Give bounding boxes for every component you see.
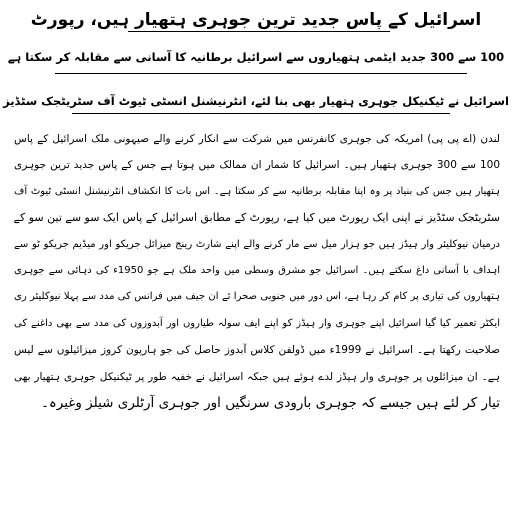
headline-secondary: 100 سے 300 جدید ایٹمی ہتھیاروں سے اسرائیل برطانیہ کا آسانی سے مقابلہ کر سکتا ہے	[7, 50, 505, 64]
article-line: ہتھیاروں کی تیاری پر کام کر رہا ہے، اس دور میں جنوبی صحرا ئے ان جیف میں فرانس کی مدد سے پہلا نیوکلیئر ری	[14, 291, 500, 303]
article-body	[14, 126, 500, 506]
article-line: درمیان نیوکلیئر وار ہیڈز ہیں جو ہزار میل سے مار کرنے والے اپنے شارٹ رینج میزائل جریکو اور میڈیم جریکو ٹو سے	[14, 238, 500, 250]
article-line: 100 سے 300 جوہری ہتھیار ہیں۔ اسرائیل کا شمار ان ممالک میں ہوتا ہے جس کے پاس جدید ترین جوہری	[14, 159, 500, 172]
article-line: ہتھیار ہیں جس کی بنیاد پر وہ اپنا مقابلہ برطانیہ سے کر سکتا ہے۔ اس بات کا انکشاف انٹرنیشنل انسٹی ٹیوٹ آف	[14, 185, 500, 197]
headline-underline-1	[128, 31, 390, 32]
headline-main: اسرائیل کے پاس جدید ترین جوہری ہتھیار ہیں، رپورٹ	[30, 10, 482, 30]
article-line: ایکٹر تعمیر کیا گیا اسرائیل اپنے جوہری وار ہیڈز کو اپنے ایف سولہ طیاروں اور آبدوزوں کی مدد سے بھی داغنے کی	[14, 317, 500, 329]
article-line: اہداف با آسانی داغ سکتے ہیں۔ اسرائیل جو مشرق وسطی میں واحد ملک ہے جو 1950ء کی دہائی سے جوہری	[14, 264, 500, 276]
article-line: ہے۔ ان میزائلوں پر جوہری وار ہیڈز لدے ہوئے ہیں جبکہ اسرائیل نے خفیہ طور پر ٹیکنیکل جوہری ہتھیار بھی	[14, 370, 500, 383]
headline-tertiary: اسرائیل نے ٹیکنیکل جوہری ہتھیار بھی بنا لئے، انٹرنیشنل انسٹی ٹیوٹ آف سٹریٹجک سٹڈیز	[3, 94, 509, 108]
article-line: لندن (اے پی پی) امریکہ کی جوہری کانفرنس میں شرکت سے انکار کرنے والے صیہونی ملک اسرائیل کے پاس	[14, 133, 500, 145]
article-line: سٹریٹجک سٹڈیز نے اپنی ایک رپورٹ میں کیا ہے، رپورٹ کے مطابق اسرائیل کے پاس ایک سو سے تین سو کے	[14, 211, 500, 225]
article-line-last: تیار کر لئے ہیں جیسے کہ جوہری بارودی سرنگیں اور جوہری آرٹلری شیلز وغیرہ۔	[40, 394, 500, 411]
headline-underline-2	[55, 73, 467, 74]
headline-underline-3	[72, 113, 450, 114]
article-line: صلاحیت رکھتا ہے۔ اسرائیل نے 1999ء میں ڈولفن کلاس آبدوز حاصل کی جو ہارپون کروز میزائیلوں سے لیس	[14, 344, 500, 357]
